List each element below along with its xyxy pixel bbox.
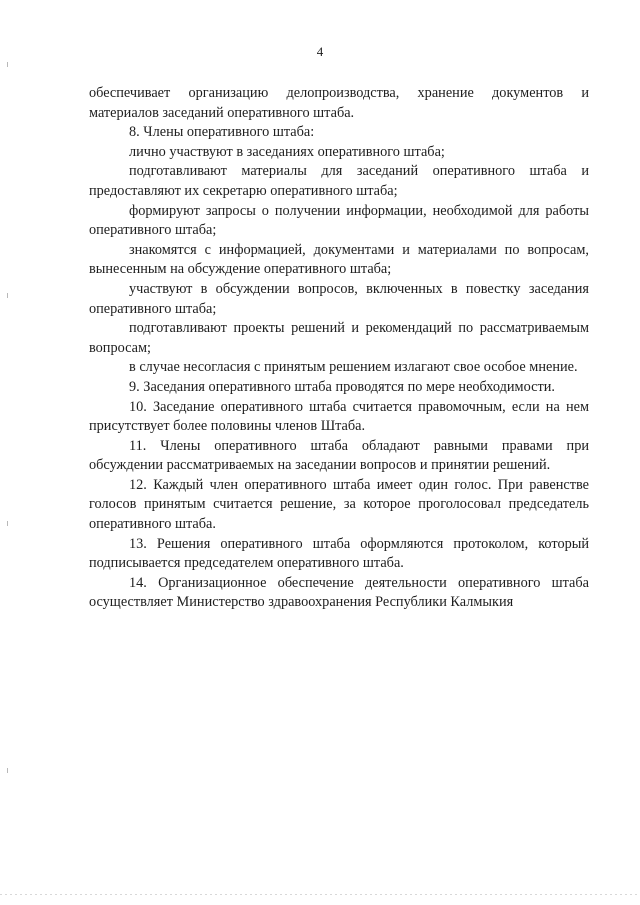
paragraph-14: 14. Организационное обеспечение деятельности оперативного штаба осуществляет Министерство здравоохранения Республики Калмыкия bbox=[89, 574, 589, 611]
paragraph-8-item-3: формируют запросы о получении информации, необходимой для работы оперативного штаба; bbox=[89, 202, 589, 239]
paragraph-8-item-2: подготавливают материалы для заседаний оперативного штаба и предоставляют их секретарю оперативного штаба; bbox=[89, 163, 589, 199]
scan-margin-mark bbox=[7, 62, 11, 67]
paragraph-13: 13. Решения оперативного штаба оформляются протоколом, который подписывается председателем оперативного штаба. bbox=[89, 535, 589, 572]
paragraph-8-item-1: лично участвуют в заседаниях оперативного штаба; bbox=[129, 143, 445, 160]
paragraph-10: 10. Заседание оперативного штаба считается правомочным, если на нем присутствует более половины членов Штаба. bbox=[89, 398, 589, 435]
scan-margin-mark bbox=[7, 293, 11, 298]
scan-margin-mark bbox=[7, 521, 11, 526]
paragraph-9: 9. Заседания оперативного штаба проводятся по мере необходимости. bbox=[129, 378, 555, 395]
paragraph-12: 12. Каждый член оперативного штаба имеет один голос. При равенстве голосов принятым считается решение, за которое проголосовал председатель оперативного штаба. bbox=[89, 476, 589, 533]
scan-margin-mark bbox=[7, 768, 11, 773]
paragraph-8-item-5: участвуют в обсуждении вопросов, включенных в повестку заседания оперативного штаба; bbox=[89, 280, 589, 317]
scan-bottom-edge bbox=[0, 894, 640, 895]
paragraph-11: 11. Члены оперативного штаба обладают равными правами при обсуждении рассматриваемых на заседании вопросов и принятии решений. bbox=[89, 437, 589, 474]
page-number: 4 bbox=[316, 44, 324, 59]
document-body bbox=[89, 84, 589, 613]
paragraph-secretary-duties-end: обеспечивает организацию делопроизводства, хранение документов и материалов заседаний оперативного штаба. bbox=[89, 85, 589, 121]
paragraph-8-item-7: в случае несогласия с принятым решением излагают свое особое мнение. bbox=[129, 359, 578, 376]
paragraph-8-heading: 8. Члены оперативного штаба: bbox=[129, 124, 315, 141]
paragraph-8-item-4: знакомятся с информацией, документами и материалами по вопросам, вынесенным на обсуждение оперативного штаба; bbox=[89, 241, 589, 278]
paragraph-8-item-6: подготавливают проекты решений и рекомендаций по рассматриваемым вопросам; bbox=[89, 320, 589, 356]
